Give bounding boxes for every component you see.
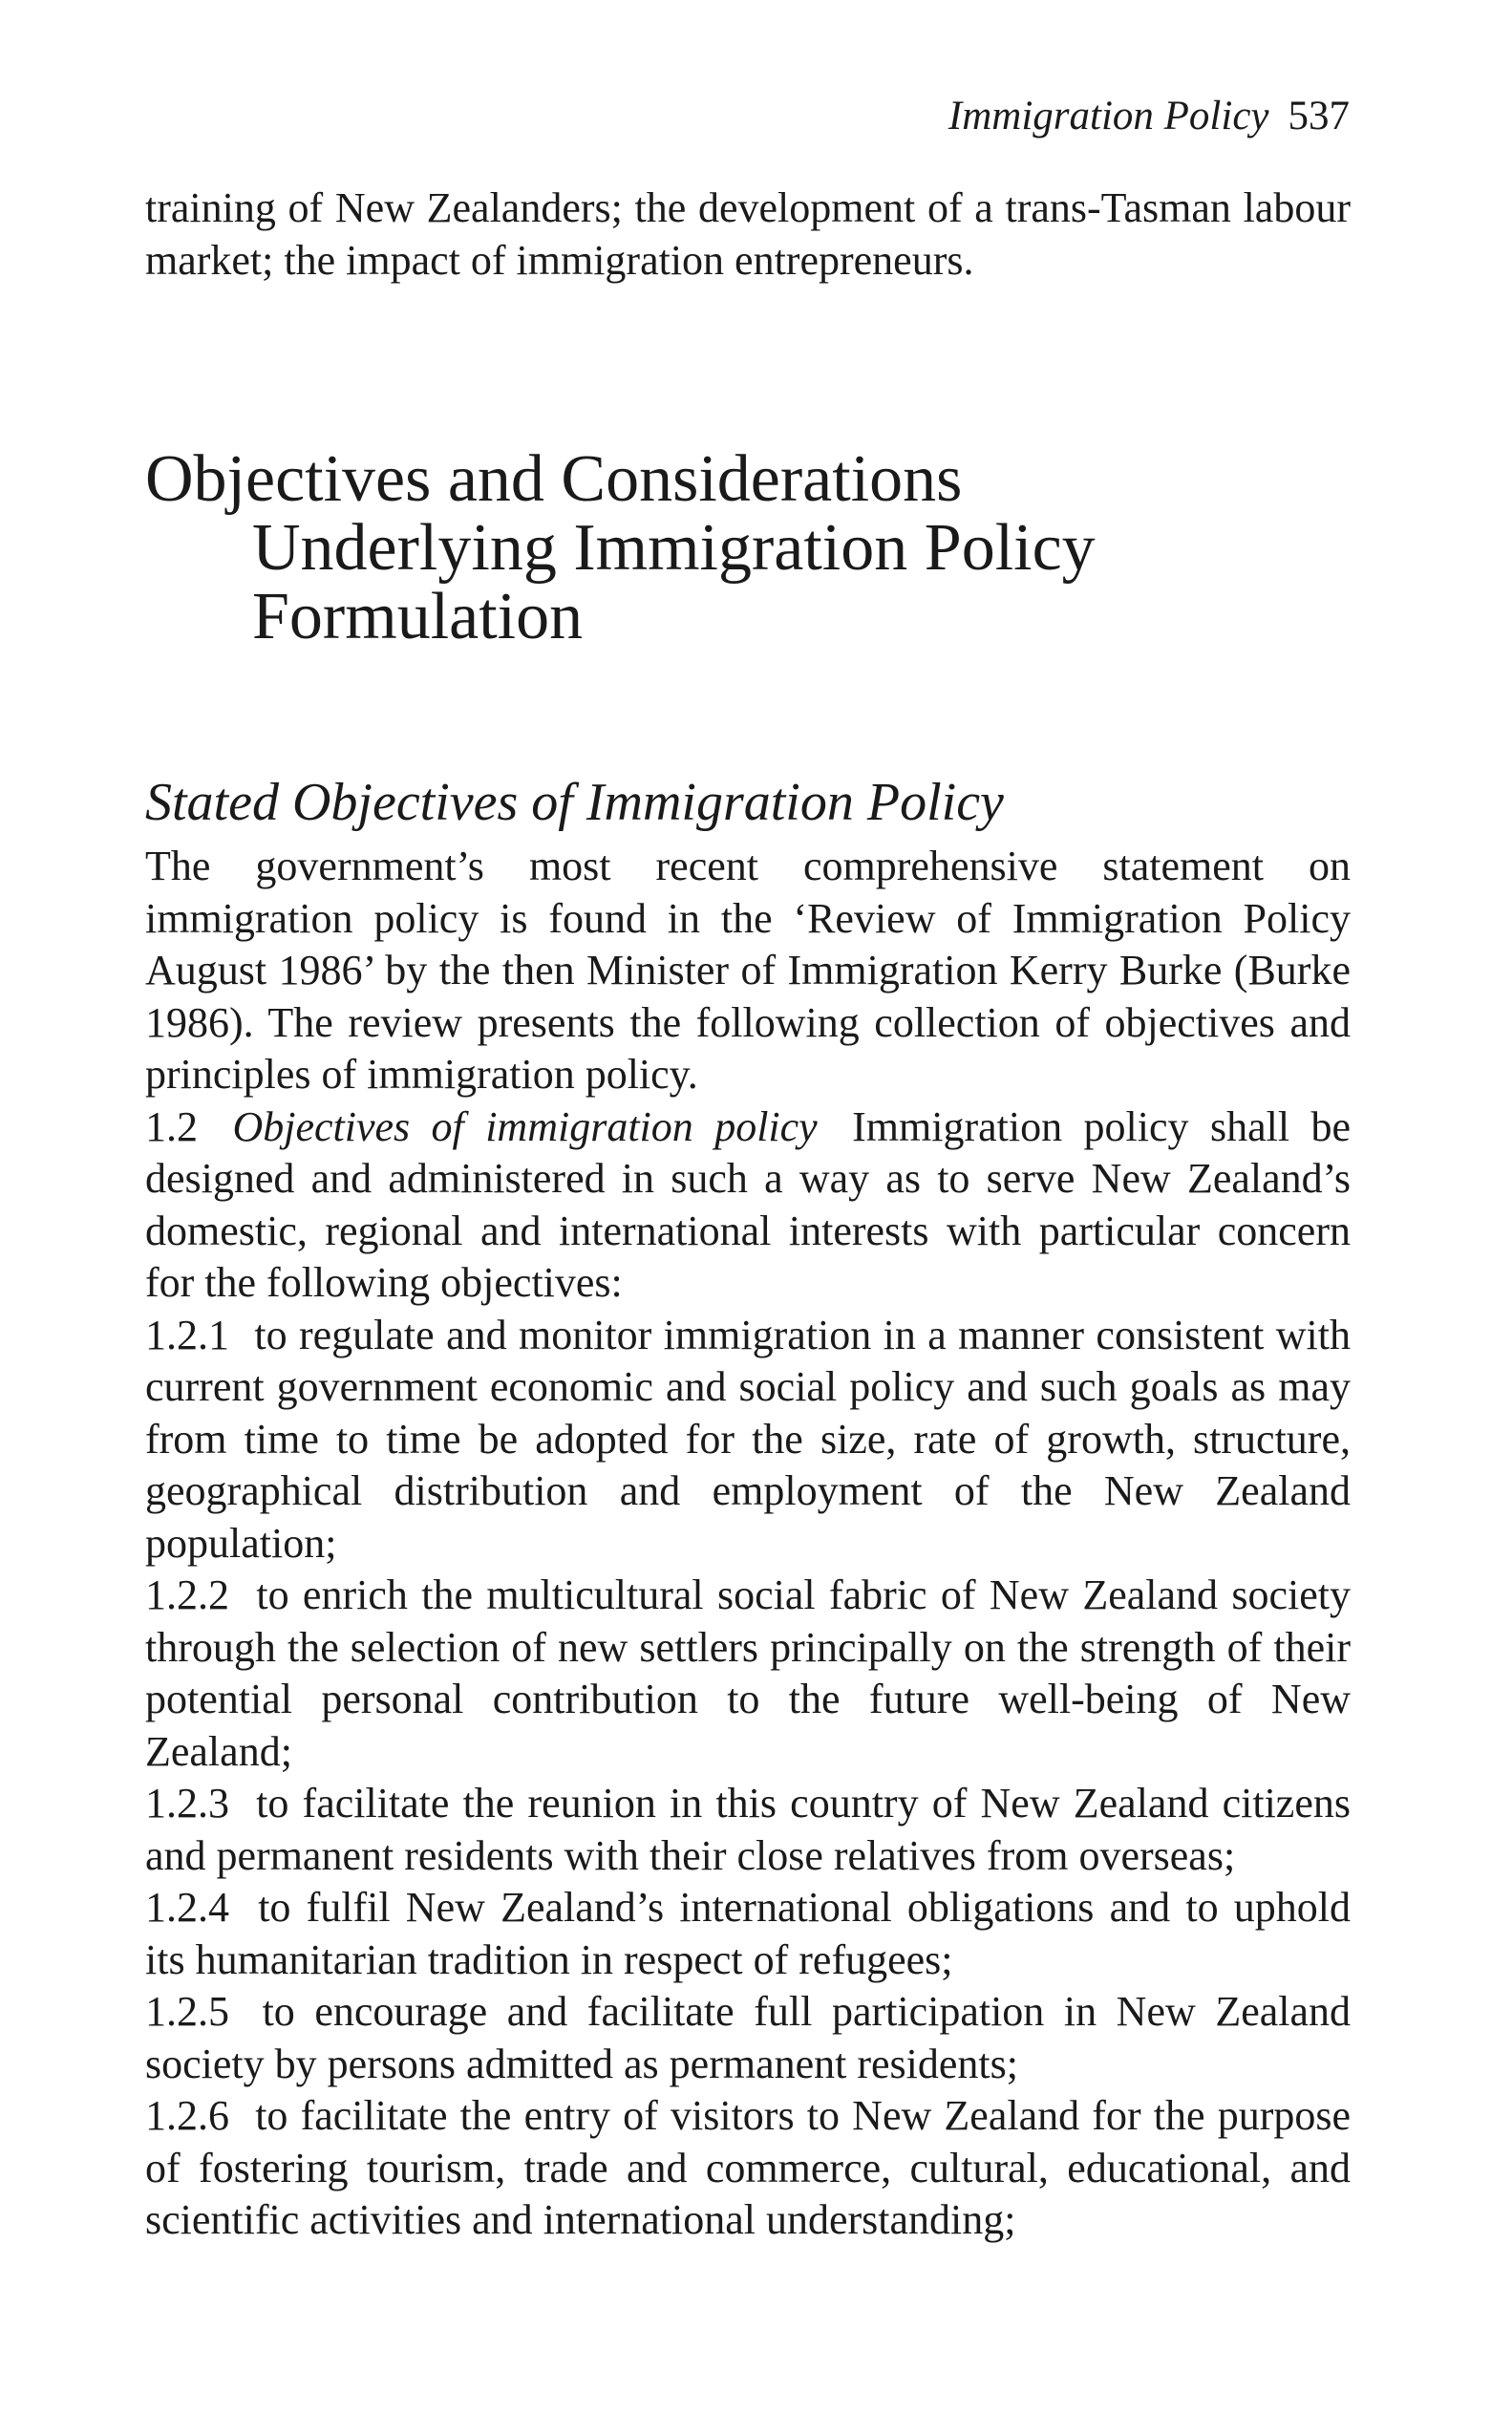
objective-item (145, 1882, 1351, 1986)
clause-number: 1.2 (145, 1102, 198, 1150)
objective-item (145, 1310, 1351, 1571)
objective-item (145, 1986, 1351, 2090)
objective-number: 1.2.2 (145, 1571, 229, 1618)
intro-paragraph (145, 182, 1351, 287)
objective-item (145, 1570, 1351, 1778)
chapter-heading (145, 442, 1351, 653)
chapter-heading-line-2: Underlying Immigration Policy (252, 511, 1096, 585)
intro-text: training of New Zealanders; the development of a trans-Tasman labour market; the impact of immigration entrepreneurs. (145, 184, 1351, 284)
objective-number: 1.2.4 (145, 1884, 229, 1931)
running-head (948, 96, 1350, 137)
clause-1-2 (145, 1101, 1351, 1310)
objective-text: to facilitate the entry of visitors to New Zealand for the purpose of fostering tourism, trade and commerce, cultural, educational, and scientific activities and international understanding; (145, 2092, 1352, 2243)
objective-text: to encourage and facilitate full participation in New Zealand society by persons admitted as permanent residents; (145, 1988, 1352, 2087)
objective-text: to fulfil New Zealand’s international obligations and to uphold its humanitarian tradition in respect of refugees; (145, 1884, 1351, 1983)
objective-number: 1.2.6 (145, 2092, 229, 2139)
objective-item (145, 1778, 1351, 1882)
chapter-heading-line-1: Objectives and Considerations (145, 442, 963, 516)
body-paragraph: The government’s most recent comprehensive statement on immigration policy is found in the ‘Review of Immigration Policy August 1986’ by the then Minister of Immigration Kerry Burke (Burke 1986). The review presents the following collection of objectives and principles of immigration policy. (145, 843, 1351, 1098)
objective-text: to regulate and monitor immigration in a manner consistent with current government economic and social policy and such goals as may from time to time be adopted for the size, rate of growth, structure, geographical distribution and employment of the New Zealand population; (145, 1311, 1351, 1567)
objective-number: 1.2.5 (145, 1988, 229, 2035)
running-head-title: Immigration Policy (948, 94, 1269, 139)
objective-text: to facilitate the reunion in this country of New Zealand citizens and permanent residents with their close relatives from overseas; (145, 1780, 1351, 1879)
objective-number: 1.2.1 (145, 1311, 229, 1358)
chapter-heading-line-3: Formulation (252, 580, 584, 653)
clause-heading: Objectives of immigration policy (232, 1102, 818, 1150)
objective-text: to enrich the multicultural social fabric of New Zealand society through the selection of new settlers principally on the strength of their potential personal contribution to the future well-being of New Zealand; (145, 1571, 1352, 1775)
section-heading: Stated Objectives of Immigration Policy (145, 773, 1004, 832)
objective-number: 1.2.3 (145, 1780, 229, 1827)
body-text (145, 841, 1351, 2247)
page-number: 537 (1288, 94, 1350, 139)
objective-item (145, 2090, 1351, 2247)
clause-text: Immigration policy shall be designed and administered in such a way as to serve New Zealand’s domestic, regional and international interests with particular concern for the following objectives: (145, 1102, 1352, 1306)
